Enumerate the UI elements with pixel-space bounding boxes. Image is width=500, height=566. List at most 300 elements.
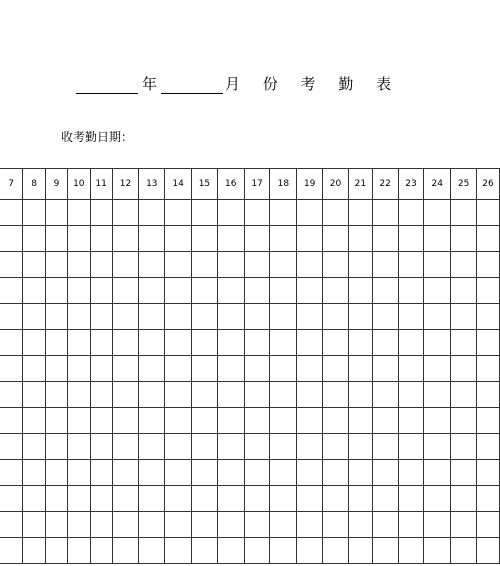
table-row [0,278,500,304]
table-row [0,382,500,408]
attendance-cell[interactable] [270,434,297,460]
attendance-cell[interactable] [477,486,500,512]
attendance-cell[interactable] [217,512,244,538]
attendance-cell[interactable] [23,200,46,226]
attendance-cell[interactable] [270,200,297,226]
attendance-cell[interactable] [165,512,192,538]
attendance-cell[interactable] [270,330,297,356]
attendance-cell[interactable] [192,460,218,486]
table-row [0,356,500,382]
attendance-cell[interactable] [46,538,68,564]
attendance-cell[interactable] [297,512,323,538]
table-row [0,200,500,226]
attendance-cell[interactable] [451,252,477,278]
attendance-cell[interactable] [372,200,398,226]
attendance-cell[interactable] [424,330,451,356]
attendance-cell[interactable] [67,538,90,564]
attendance-cell[interactable] [112,356,139,382]
attendance-cell[interactable] [323,356,349,382]
attendance-cell[interactable] [372,278,398,304]
attendance-cell[interactable] [0,304,23,330]
attendance-cell[interactable] [477,252,500,278]
attendance-cell[interactable] [139,486,165,512]
attendance-cell[interactable] [323,226,349,252]
attendance-cell[interactable] [297,278,323,304]
attendance-cell[interactable] [165,304,192,330]
attendance-cell[interactable] [477,304,500,330]
attendance-cell[interactable] [90,304,112,330]
attendance-cell[interactable] [217,538,244,564]
attendance-cell[interactable] [67,382,90,408]
attendance-cell[interactable] [398,434,424,460]
attendance-cell[interactable] [0,382,23,408]
attendance-cell[interactable] [372,460,398,486]
attendance-cell[interactable] [165,538,192,564]
attendance-cell[interactable] [23,512,46,538]
attendance-cell[interactable] [112,200,139,226]
table-row [0,226,500,252]
attendance-cell[interactable] [112,486,139,512]
attendance-cell[interactable] [67,330,90,356]
attendance-cell[interactable] [244,434,270,460]
attendance-cell[interactable] [244,460,270,486]
attendance-cell[interactable] [192,356,218,382]
attendance-cell[interactable] [67,356,90,382]
attendance-cell[interactable] [23,434,46,460]
attendance-cell[interactable] [23,252,46,278]
attendance-cell[interactable] [165,252,192,278]
day-header-25: 25 [451,169,477,200]
attendance-cell[interactable] [477,434,500,460]
attendance-cell[interactable] [217,252,244,278]
day-header-11: 11 [90,169,112,200]
attendance-cell[interactable] [372,434,398,460]
attendance-cell[interactable] [244,538,270,564]
attendance-cell[interactable] [139,382,165,408]
attendance-cell[interactable] [90,538,112,564]
attendance-cell[interactable] [46,408,68,434]
attendance-cell[interactable] [139,434,165,460]
attendance-cell[interactable] [398,538,424,564]
attendance-cell[interactable] [477,512,500,538]
attendance-cell[interactable] [192,304,218,330]
attendance-cell[interactable] [424,460,451,486]
attendance-cell[interactable] [46,304,68,330]
attendance-cell[interactable] [165,460,192,486]
attendance-cell[interactable] [398,200,424,226]
attendance-cell[interactable] [46,356,68,382]
attendance-cell[interactable] [192,538,218,564]
attendance-cell[interactable] [67,278,90,304]
attendance-cell[interactable] [398,226,424,252]
attendance-cell[interactable] [424,252,451,278]
attendance-cell[interactable] [477,382,500,408]
attendance-cell[interactable] [424,486,451,512]
attendance-table [0,168,500,564]
attendance-cell[interactable] [270,382,297,408]
attendance-cell[interactable] [270,304,297,330]
attendance-cell[interactable] [424,512,451,538]
attendance-cell[interactable] [217,226,244,252]
attendance-cell[interactable] [270,408,297,434]
attendance-cell[interactable] [297,252,323,278]
day-header-20: 20 [323,169,349,200]
attendance-cell[interactable] [323,200,349,226]
attendance-cell[interactable] [244,408,270,434]
attendance-cell[interactable] [217,486,244,512]
attendance-cell[interactable] [348,460,372,486]
attendance-cell[interactable] [23,538,46,564]
attendance-cell[interactable] [424,538,451,564]
attendance-cell[interactable] [112,226,139,252]
attendance-cell[interactable] [477,460,500,486]
attendance-cell[interactable] [398,382,424,408]
attendance-cell[interactable] [477,226,500,252]
attendance-cell[interactable] [348,252,372,278]
attendance-cell[interactable] [139,356,165,382]
table-row [0,330,500,356]
attendance-cell[interactable] [451,512,477,538]
attendance-cell[interactable] [244,382,270,408]
attendance-cell[interactable] [139,252,165,278]
attendance-cell[interactable] [477,200,500,226]
attendance-cell[interactable] [244,278,270,304]
attendance-cell[interactable] [323,278,349,304]
attendance-cell[interactable] [244,226,270,252]
attendance-cell[interactable] [477,330,500,356]
attendance-cell[interactable] [0,200,23,226]
attendance-cell[interactable] [192,434,218,460]
attendance-cell[interactable] [348,434,372,460]
attendance-cell[interactable] [165,200,192,226]
attendance-cell[interactable] [451,382,477,408]
attendance-cell[interactable] [139,538,165,564]
attendance-cell[interactable] [398,252,424,278]
attendance-cell[interactable] [0,434,23,460]
attendance-cell[interactable] [165,408,192,434]
attendance-cell[interactable] [112,434,139,460]
attendance-cell[interactable] [348,512,372,538]
attendance-cell[interactable] [90,512,112,538]
attendance-cell[interactable] [348,486,372,512]
attendance-cell[interactable] [270,356,297,382]
attendance-cell[interactable] [46,512,68,538]
attendance-cell[interactable] [297,538,323,564]
attendance-cell[interactable] [217,356,244,382]
attendance-cell[interactable] [270,538,297,564]
attendance-cell[interactable] [477,408,500,434]
attendance-cell[interactable] [323,330,349,356]
attendance-cell[interactable] [348,538,372,564]
attendance-cell[interactable] [297,304,323,330]
attendance-cell[interactable] [297,356,323,382]
attendance-cell[interactable] [192,252,218,278]
attendance-cell[interactable] [270,226,297,252]
attendance-cell[interactable] [139,304,165,330]
attendance-cell[interactable] [398,304,424,330]
attendance-cell[interactable] [0,226,23,252]
attendance-cell[interactable] [139,330,165,356]
attendance-cell[interactable] [112,382,139,408]
attendance-cell[interactable] [192,486,218,512]
attendance-cell[interactable] [192,200,218,226]
attendance-cell[interactable] [139,460,165,486]
attendance-cell[interactable] [398,408,424,434]
attendance-cell[interactable] [270,252,297,278]
attendance-cell[interactable] [46,330,68,356]
attendance-cell[interactable] [23,382,46,408]
attendance-cell[interactable] [0,330,23,356]
attendance-cell[interactable] [67,200,90,226]
attendance-cell[interactable] [90,460,112,486]
attendance-cell[interactable] [424,382,451,408]
attendance-cell[interactable] [90,278,112,304]
attendance-cell[interactable] [270,486,297,512]
attendance-cell[interactable] [424,304,451,330]
attendance-cell[interactable] [451,330,477,356]
attendance-cell[interactable] [348,226,372,252]
attendance-cell[interactable] [217,330,244,356]
attendance-cell[interactable] [46,460,68,486]
attendance-cell[interactable] [67,434,90,460]
attendance-cell[interactable] [348,200,372,226]
attendance-cell[interactable] [372,382,398,408]
title-suffix: 月 份 考 勤 表 [225,75,401,93]
attendance-cell[interactable] [372,486,398,512]
attendance-cell[interactable] [451,434,477,460]
attendance-cell[interactable] [139,408,165,434]
attendance-cell[interactable] [90,382,112,408]
attendance-cell[interactable] [372,304,398,330]
attendance-cell[interactable] [0,460,23,486]
attendance-cell[interactable] [0,538,23,564]
attendance-cell[interactable] [244,330,270,356]
attendance-cell[interactable] [297,408,323,434]
attendance-cell[interactable] [90,252,112,278]
attendance-cell[interactable] [217,278,244,304]
attendance-cell[interactable] [323,460,349,486]
attendance-cell[interactable] [23,356,46,382]
attendance-cell[interactable] [297,200,323,226]
attendance-cell[interactable] [90,330,112,356]
attendance-cell[interactable] [244,252,270,278]
attendance-cell[interactable] [112,408,139,434]
attendance-cell[interactable] [270,460,297,486]
attendance-cell[interactable] [451,538,477,564]
attendance-cell[interactable] [0,408,23,434]
attendance-cell[interactable] [297,382,323,408]
attendance-cell[interactable] [451,200,477,226]
attendance-cell[interactable] [46,226,68,252]
attendance-cell[interactable] [348,356,372,382]
attendance-cell[interactable] [112,538,139,564]
attendance-cell[interactable] [398,356,424,382]
attendance-cell[interactable] [477,356,500,382]
attendance-cell[interactable] [297,434,323,460]
attendance-cell[interactable] [165,226,192,252]
attendance-cell[interactable] [165,278,192,304]
attendance-cell[interactable] [398,330,424,356]
attendance-cell[interactable] [217,434,244,460]
day-header-26: 26 [477,169,500,200]
attendance-cell[interactable] [323,382,349,408]
attendance-cell[interactable] [451,278,477,304]
attendance-cell[interactable] [192,512,218,538]
attendance-cell[interactable] [90,408,112,434]
attendance-cell[interactable] [424,434,451,460]
attendance-cell[interactable] [398,486,424,512]
attendance-cell[interactable] [348,278,372,304]
attendance-cell[interactable] [165,486,192,512]
day-header-9: 9 [46,169,68,200]
attendance-cell[interactable] [451,226,477,252]
attendance-cell[interactable] [46,278,68,304]
attendance-cell[interactable] [244,486,270,512]
attendance-cell[interactable] [398,278,424,304]
attendance-cell[interactable] [192,330,218,356]
day-header-23: 23 [398,169,424,200]
attendance-cell[interactable] [23,330,46,356]
attendance-cell[interactable] [372,538,398,564]
attendance-cell[interactable] [451,356,477,382]
attendance-cell[interactable] [244,200,270,226]
attendance-cell[interactable] [451,304,477,330]
attendance-cell[interactable] [165,356,192,382]
attendance-cell[interactable] [323,408,349,434]
attendance-cell[interactable] [348,304,372,330]
attendance-cell[interactable] [297,486,323,512]
attendance-cell[interactable] [139,512,165,538]
attendance-cell[interactable] [67,460,90,486]
attendance-cell[interactable] [67,486,90,512]
attendance-cell[interactable] [67,226,90,252]
attendance-cell[interactable] [46,486,68,512]
attendance-cell[interactable] [424,356,451,382]
attendance-cell[interactable] [0,278,23,304]
attendance-cell[interactable] [192,226,218,252]
attendance-cell[interactable] [424,408,451,434]
attendance-cell[interactable] [46,252,68,278]
attendance-cell[interactable] [112,330,139,356]
attendance-cell[interactable] [23,460,46,486]
attendance-cell[interactable] [23,304,46,330]
attendance-cell[interactable] [477,538,500,564]
attendance-cell[interactable] [217,408,244,434]
attendance-cell[interactable] [244,304,270,330]
attendance-cell[interactable] [297,226,323,252]
attendance-cell[interactable] [348,330,372,356]
attendance-cell[interactable] [46,382,68,408]
attendance-cell[interactable] [112,304,139,330]
attendance-cell[interactable] [139,226,165,252]
attendance-cell[interactable] [372,226,398,252]
attendance-cell[interactable] [451,460,477,486]
attendance-cell[interactable] [112,460,139,486]
attendance-cell[interactable] [372,356,398,382]
attendance-cell[interactable] [165,330,192,356]
attendance-cell[interactable] [323,486,349,512]
attendance-cell[interactable] [46,200,68,226]
attendance-cell[interactable] [112,252,139,278]
attendance-cell[interactable] [112,278,139,304]
attendance-cell[interactable] [297,460,323,486]
attendance-cell[interactable] [139,278,165,304]
attendance-cell[interactable] [323,252,349,278]
attendance-cell[interactable] [477,278,500,304]
day-header-15: 15 [192,169,218,200]
attendance-cell[interactable] [0,486,23,512]
attendance-cell[interactable] [297,330,323,356]
attendance-cell[interactable] [0,356,23,382]
attendance-cell[interactable] [139,200,165,226]
attendance-cell[interactable] [67,304,90,330]
day-header-19: 19 [297,169,323,200]
attendance-cell[interactable] [348,408,372,434]
attendance-cell[interactable] [192,278,218,304]
attendance-cell[interactable] [23,278,46,304]
day-header-22: 22 [372,169,398,200]
attendance-cell[interactable] [90,486,112,512]
attendance-cell[interactable] [451,486,477,512]
attendance-cell[interactable] [217,382,244,408]
attendance-cell[interactable] [217,200,244,226]
table-header-row [0,169,500,200]
attendance-cell[interactable] [323,434,349,460]
attendance-cell[interactable] [372,408,398,434]
attendance-cell[interactable] [270,512,297,538]
attendance-cell[interactable] [217,304,244,330]
attendance-cell[interactable] [165,434,192,460]
attendance-cell[interactable] [23,408,46,434]
attendance-cell[interactable] [90,200,112,226]
day-header-7: 7 [0,169,23,200]
attendance-cell[interactable] [244,512,270,538]
attendance-cell[interactable] [217,460,244,486]
attendance-cell[interactable] [323,304,349,330]
attendance-cell[interactable] [67,252,90,278]
attendance-cell[interactable] [23,486,46,512]
attendance-cell[interactable] [90,356,112,382]
attendance-cell[interactable] [90,226,112,252]
attendance-cell[interactable] [372,330,398,356]
attendance-cell[interactable] [23,226,46,252]
attendance-cell[interactable] [424,278,451,304]
attendance-cell[interactable] [348,382,372,408]
attendance-cell[interactable] [0,252,23,278]
attendance-cell[interactable] [67,512,90,538]
attendance-cell[interactable] [424,200,451,226]
attendance-cell[interactable] [165,382,192,408]
attendance-cell[interactable] [46,434,68,460]
attendance-cell[interactable] [244,356,270,382]
attendance-cell[interactable] [270,278,297,304]
attendance-cell[interactable] [192,408,218,434]
attendance-cell[interactable] [90,434,112,460]
attendance-cell[interactable] [372,512,398,538]
attendance-cell[interactable] [0,512,23,538]
attendance-cell[interactable] [372,252,398,278]
attendance-cell[interactable] [323,512,349,538]
attendance-cell[interactable] [112,512,139,538]
attendance-cell[interactable] [398,460,424,486]
attendance-cell[interactable] [67,408,90,434]
day-header-12: 12 [112,169,139,200]
attendance-cell[interactable] [451,408,477,434]
attendance-cell[interactable] [323,538,349,564]
attendance-cell[interactable] [424,226,451,252]
attendance-cell[interactable] [398,512,424,538]
attendance-cell[interactable] [192,382,218,408]
